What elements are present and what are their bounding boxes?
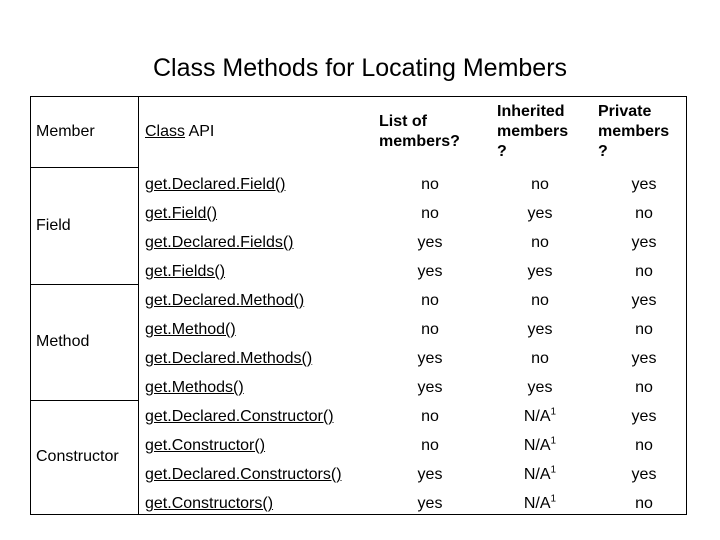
header-class-api — [145, 123, 214, 141]
list-of-members-value: yes — [417, 495, 443, 512]
api-method-link[interactable]: get.Declared.Methods() — [145, 350, 313, 367]
header-list-line1: List of — [379, 113, 427, 130]
list-of-members-value: no — [421, 292, 439, 309]
inherited-members-value — [500, 205, 580, 223]
api-method-link[interactable]: get.Declared.Method() — [145, 292, 305, 309]
table-row — [145, 170, 685, 199]
class-link[interactable]: Class — [145, 123, 186, 140]
private-members-value: yes — [631, 292, 657, 309]
table-row — [145, 344, 685, 373]
api-method-link[interactable]: get.Declared.Field() — [145, 176, 286, 193]
api-method-link[interactable]: get.Constructors() — [145, 495, 274, 512]
api-method-link[interactable]: get.Declared.Fields() — [145, 234, 294, 251]
table-row — [145, 228, 685, 257]
footnote-marker: 1 — [550, 493, 557, 505]
inherited-members-value — [500, 466, 580, 484]
header-inherited-line3: ? — [497, 143, 507, 160]
list-of-members-value: yes — [417, 350, 443, 367]
header-private-line1: Private — [598, 103, 652, 120]
inherited-members-value — [500, 292, 580, 310]
list-of-members-value: no — [421, 321, 439, 338]
inherited-members-value — [500, 408, 580, 426]
table-row — [145, 286, 685, 315]
api-method-link[interactable]: get.Declared.Constructor() — [145, 408, 334, 425]
table-row — [145, 199, 685, 228]
inherited-text: yes — [527, 263, 553, 280]
inherited-members-value — [500, 437, 580, 455]
api-method-link[interactable]: get.Fields() — [145, 263, 226, 280]
page-title: Class Methods for Locating Members — [152, 54, 568, 82]
list-of-members-value: no — [421, 176, 439, 193]
group-label-constructor: Constructor — [36, 448, 119, 465]
api-method-link[interactable]: get.Field() — [145, 205, 218, 222]
api-method-link[interactable]: get.Declared.Constructors() — [145, 466, 342, 483]
inherited-text: no — [531, 176, 549, 193]
inherited-text: N/A — [523, 466, 551, 483]
list-of-members-value: yes — [417, 263, 443, 280]
inherited-text: no — [531, 350, 549, 367]
inherited-members-value — [500, 176, 580, 194]
private-members-value: no — [635, 495, 653, 512]
list-of-members-value: yes — [417, 379, 443, 396]
inherited-members-value — [500, 263, 580, 281]
inherited-text: no — [531, 292, 549, 309]
inherited-members-value — [500, 495, 580, 513]
inherited-members-value — [500, 321, 580, 339]
row-divider — [30, 167, 138, 168]
header-member: Member — [36, 123, 95, 140]
header-inherited-line2: members — [497, 123, 569, 140]
list-of-members-value: yes — [417, 466, 443, 483]
list-of-members-value: no — [421, 437, 439, 454]
header-private-line2: members — [598, 123, 670, 140]
private-members-value: yes — [631, 234, 657, 251]
list-of-members-value: yes — [417, 234, 443, 251]
inherited-text: no — [531, 234, 549, 251]
table-row — [145, 489, 685, 518]
private-members-value: no — [635, 437, 653, 454]
footnote-marker: 1 — [550, 464, 557, 476]
inherited-text: yes — [527, 379, 553, 396]
inherited-text: N/A — [523, 408, 551, 425]
private-members-value: yes — [631, 466, 657, 483]
group-label-field: Field — [36, 217, 71, 234]
row-divider — [30, 284, 138, 285]
inherited-members-value — [500, 234, 580, 252]
footnote-marker: 1 — [550, 406, 557, 418]
list-of-members-value: no — [421, 205, 439, 222]
inherited-text: N/A — [523, 437, 551, 454]
api-method-link[interactable]: get.Method() — [145, 321, 236, 338]
table-row — [145, 315, 685, 344]
inherited-text: yes — [527, 205, 553, 222]
column-divider — [138, 96, 139, 515]
list-of-members-value: no — [421, 408, 439, 425]
header-list-of-members — [379, 112, 460, 152]
inherited-members-value — [500, 350, 580, 368]
group-label-method: Method — [36, 333, 90, 350]
api-method-link[interactable]: get.Constructor() — [145, 437, 266, 454]
header-inherited-line1: Inherited — [497, 103, 565, 120]
table-row — [145, 373, 685, 402]
private-members-value: yes — [631, 176, 657, 193]
header-inherited-members — [497, 102, 568, 162]
header-private-line3: ? — [598, 143, 608, 160]
inherited-text: N/A — [523, 495, 551, 512]
private-members-value: no — [635, 321, 653, 338]
table-row — [145, 431, 685, 460]
private-members-value: no — [635, 263, 653, 280]
row-divider — [30, 400, 138, 401]
private-members-value: no — [635, 379, 653, 396]
header-private-members — [598, 102, 669, 162]
inherited-members-value — [500, 379, 580, 397]
inherited-text: yes — [527, 321, 553, 338]
api-method-link[interactable]: get.Methods() — [145, 379, 244, 396]
table-row — [145, 402, 685, 431]
table-row — [145, 460, 685, 489]
private-members-value: yes — [631, 408, 657, 425]
header-list-line2: members? — [379, 133, 460, 150]
private-members-value: yes — [631, 350, 657, 367]
table-row — [145, 257, 685, 286]
footnote-marker: 1 — [550, 435, 557, 447]
api-suffix: API — [185, 123, 215, 140]
private-members-value: no — [635, 205, 653, 222]
